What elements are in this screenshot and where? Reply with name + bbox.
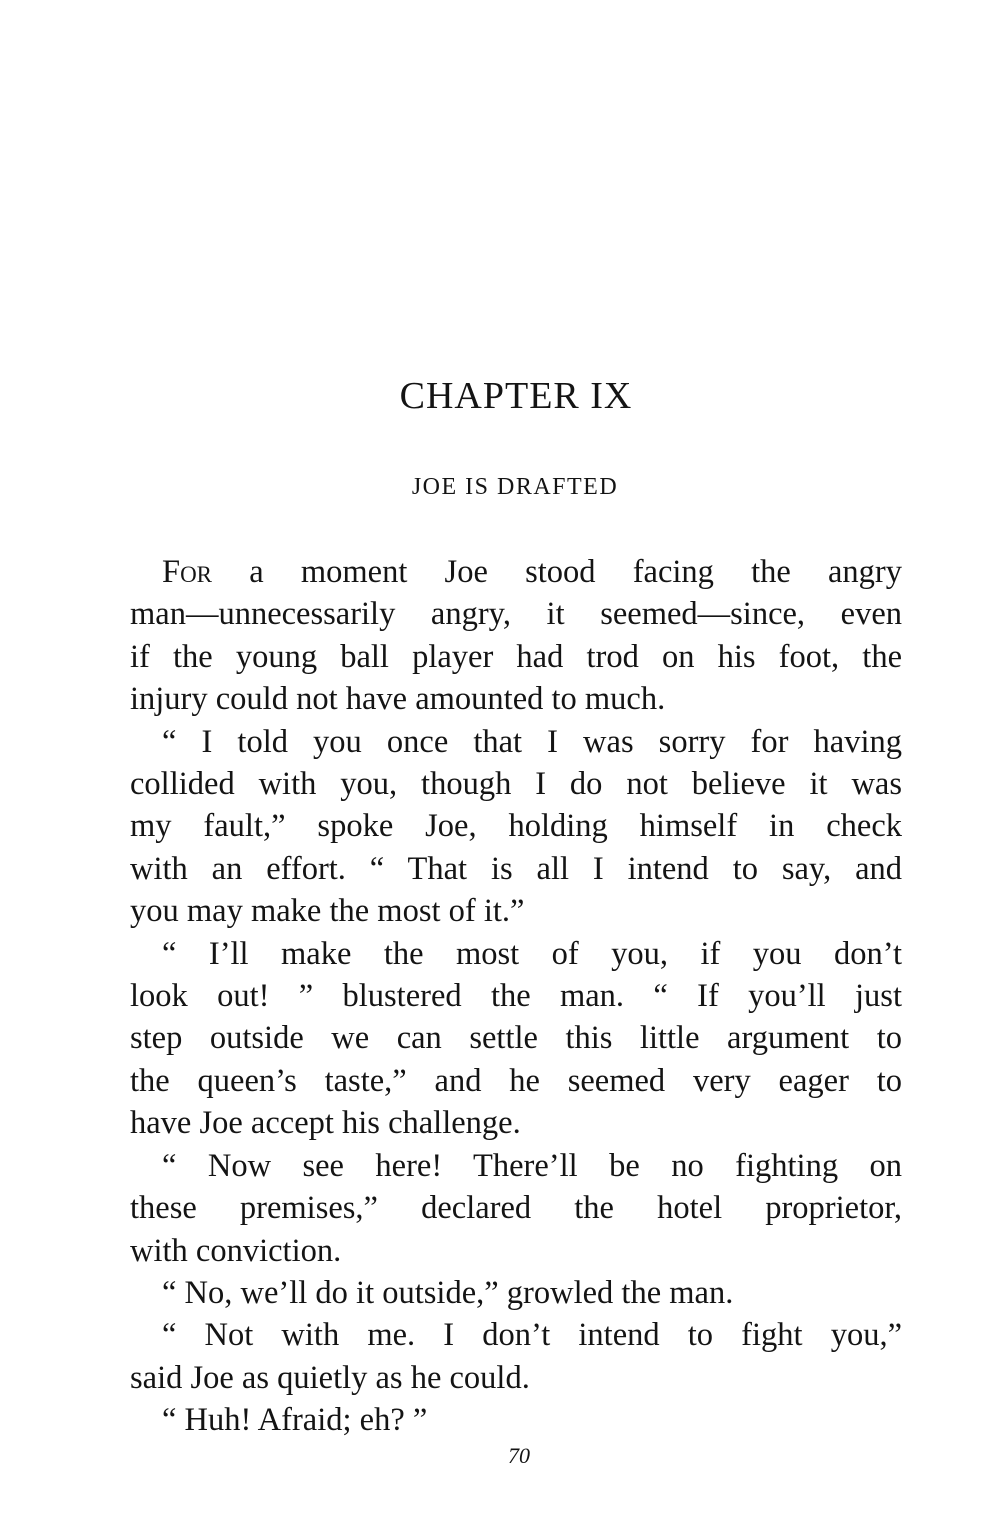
text-line: with an effort. “ That is all I intend to say, and: [130, 850, 902, 887]
chapter-title: JOE IS DRAFTED: [411, 474, 619, 500]
text-line-content: a moment Joe stood facing the angry: [212, 554, 902, 590]
text-line: “ Now see here! There’ll be no fighting on: [162, 1147, 902, 1184]
text-line: if the young ball player had trod on his foot, the: [130, 638, 902, 675]
text-line: “ Not with me. I don’t intend to fight you,”: [162, 1317, 902, 1354]
text-line: collided with you, though I do not believe it was: [130, 766, 902, 803]
text-line: the queen’s taste,” and he seemed very eager to: [130, 1062, 902, 1099]
text-line: have Joe accept his challenge.: [130, 1105, 521, 1142]
text-line: these premises,” declared the hotel proprietor,: [130, 1190, 902, 1227]
text-line: “ No, we’ll do it outside,” growled the man.: [162, 1274, 734, 1311]
chapter-body: [130, 551, 902, 1442]
chapter-number: CHAPTER IX: [399, 375, 633, 417]
text-line: injury could not have amounted to much.: [130, 681, 666, 718]
text-line: [130, 551, 902, 593]
text-line: with conviction.: [130, 1232, 342, 1269]
text-line: “ I’ll make the most of you, if you don’t: [162, 935, 902, 972]
text-line: look out! ” blustered the man. “ If you’ll just: [130, 978, 902, 1015]
text-line: my fault,” spoke Joe, holding himself in check: [130, 808, 902, 845]
opening-word: For: [162, 554, 213, 590]
text-line: man—unnecessarily angry, it seemed—since, even: [130, 596, 902, 633]
text-line: “ Huh! Afraid; eh? ”: [162, 1402, 428, 1439]
text-line: said Joe as quietly as he could.: [130, 1359, 530, 1396]
text-line: “ I told you once that I was sorry for having: [162, 723, 902, 760]
text-line: step outside we can settle this little argument to: [130, 1020, 902, 1057]
text-line: you may make the most of it.”: [130, 893, 525, 930]
page-number: 70: [508, 1443, 530, 1468]
